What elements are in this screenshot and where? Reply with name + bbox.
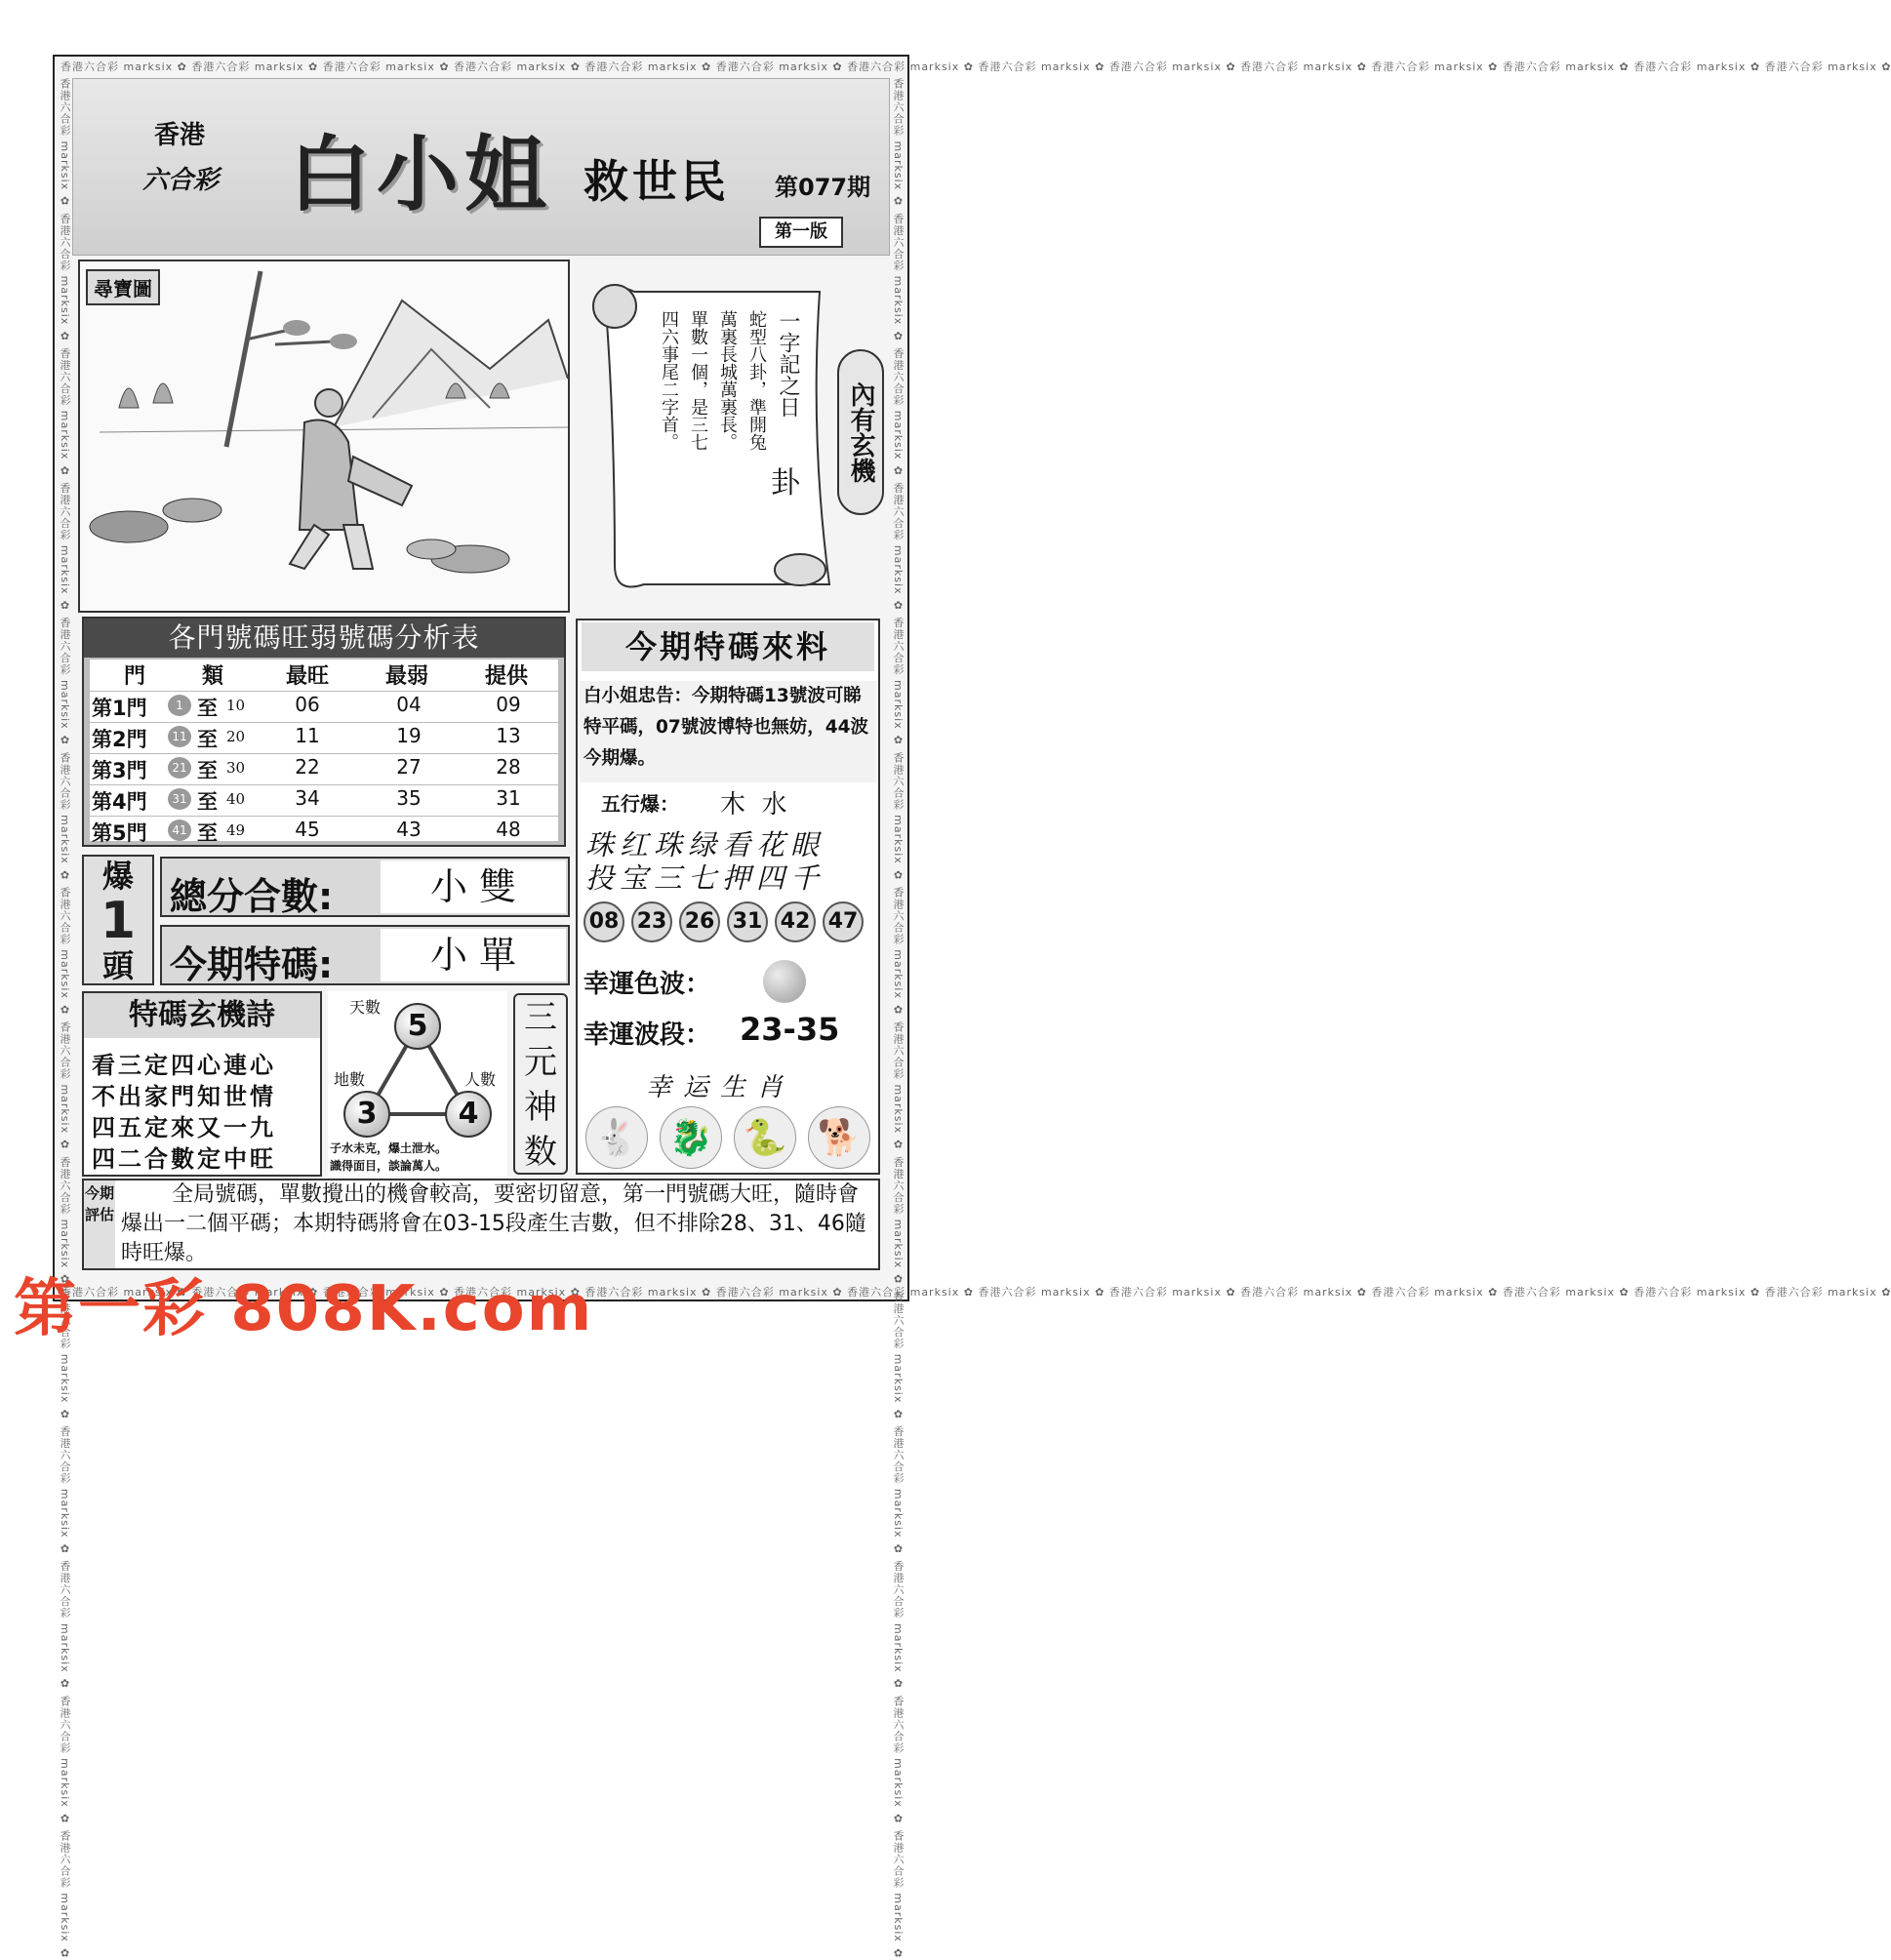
special-number-ball: 42	[775, 901, 816, 942]
special-number-ball: 31	[727, 901, 768, 942]
evaluation-label: 今期評估	[84, 1180, 115, 1268]
poem-line-3: 四五定來又一九	[92, 1114, 276, 1141]
analysis-header-1: 類	[201, 664, 223, 689]
scroll-col-4: 單數一個，是三七	[688, 310, 708, 451]
door-label: 第4門	[92, 790, 147, 814]
burst-row2-value: 小 單	[381, 929, 566, 981]
ren-ball: 4	[445, 1091, 492, 1138]
bottom-border-strip: 香港六合彩 marksix ✿ 香港六合彩 marksix ✿ 香港六合彩 marksix ✿ 香港六合彩 marksix ✿ 香港六合彩 marksix ✿ 香港六合彩 marksix ✿ 香港六合彩 marksix ✿ 香港六合彩 marksix ✿ 香港六合彩 marksix ✿ 香港六合彩 marksix ✿ 香港六合彩 marksix ✿ 香港六合彩 marksix ✿ 香港六合彩 marksix ✿ 香港六合彩 marksix ✿	[60, 1286, 1891, 1299]
best-number: 11	[295, 724, 320, 747]
range-to: 40	[226, 790, 246, 808]
tian-label: 天數	[349, 998, 382, 1017]
range-to: 20	[226, 728, 246, 745]
three-element-banner	[513, 993, 568, 1175]
weak-number: 19	[396, 724, 422, 747]
side-char-2: 元	[524, 1043, 557, 1082]
treasure-illustration	[80, 261, 568, 613]
lucky-range-value: 23-35	[740, 1011, 840, 1048]
range-to-label: 至	[197, 728, 218, 751]
zodiac-handwriting: 幸运生肖	[646, 1073, 795, 1102]
burst-row1-label: 總分合數:	[170, 875, 334, 918]
give-number: 48	[496, 818, 521, 841]
poem-title: 特碼玄機詩	[84, 993, 320, 1038]
left-border-strip: 香港六合彩 marksix ✿ 香港六合彩 marksix ✿ 香港六合彩 marksix ✿ 香港六合彩 marksix ✿ 香港六合彩 marksix ✿ 香港六合彩 marksix ✿ 香港六合彩 marksix ✿ 香港六合彩 marksix ✿ 香港六合彩 marksix ✿ 香港六合彩 marksix ✿ 香港六合彩 marksix ✿ 香港六合彩 marksix ✿ 香港六合彩 marksix ✿ 香港六合彩 marksix ✿	[59, 78, 71, 1960]
burst-char-3: 頭	[101, 947, 134, 984]
range-to-label: 至	[197, 759, 218, 782]
dragon-icon: 🐉	[660, 1106, 722, 1169]
diagram-note-1: 子水未克，爆土泄水。	[330, 1141, 448, 1155]
range-from-ball: 11	[168, 726, 191, 747]
evaluation-text: 全局號碼，單數攪出的機會較高，要密切留意，第一門號碼大旺，隨時會爆出一二個平碼；本期特碼將會在03-15段產生吉數，但不排除28、31、46隨時旺爆。	[121, 1182, 866, 1265]
best-number: 22	[295, 755, 320, 779]
burst-row1-value: 小 雙	[381, 860, 566, 913]
main-title: 白小姐	[289, 127, 553, 222]
give-number: 28	[496, 755, 521, 779]
site-watermark: 第一彩 808K.com	[14, 1273, 594, 1345]
right-border-strip: 香港六合彩 marksix ✿ 香港六合彩 marksix ✿ 香港六合彩 marksix ✿ 香港六合彩 marksix ✿ 香港六合彩 marksix ✿ 香港六合彩 marksix ✿ 香港六合彩 marksix ✿ 香港六合彩 marksix ✿ 香港六合彩 marksix ✿ 香港六合彩 marksix ✿ 香港六合彩 marksix ✿ 香港六合彩 marksix ✿ 香港六合彩 marksix ✿ 香港六合彩 marksix ✿	[892, 78, 905, 1960]
analysis-title: 各門號碼旺弱號碼分析表	[84, 619, 564, 658]
dog-icon: 🐕	[808, 1106, 870, 1169]
wuxing-value: 木 水	[720, 790, 787, 820]
snake-icon: 🐍	[734, 1106, 796, 1169]
give-number: 13	[496, 724, 521, 747]
burst-row-2	[160, 925, 570, 985]
special-title: 今期特碼來料	[582, 622, 874, 671]
scroll-col-5: 四六事尾二字首。	[659, 310, 679, 451]
edition-badge: 第一版	[759, 217, 843, 248]
scroll-text	[656, 310, 803, 554]
side-char-3: 神	[524, 1088, 557, 1127]
best-number: 34	[295, 786, 320, 810]
weak-number: 43	[396, 818, 422, 841]
side-char-1: 三	[524, 998, 557, 1037]
lucky-range-label: 幸運波段：	[583, 1020, 711, 1050]
special-number-ball: 08	[583, 901, 624, 942]
scroll-accent: 卦	[771, 466, 800, 500]
weak-number: 35	[396, 786, 422, 810]
special-advice: 白小姐忠告：今期特碼13號波可睇特平碼，07號波博特也無妨，44波今期爆。	[580, 681, 876, 782]
burst-row2-label: 今期特碼:	[170, 943, 334, 986]
range-from-ball: 1	[168, 695, 191, 716]
range-to-label: 至	[197, 697, 218, 720]
wuxing-label: 五行爆：	[601, 792, 679, 816]
poem-panel	[82, 991, 322, 1177]
range-from-ball: 41	[168, 820, 191, 841]
range-to: 10	[226, 697, 246, 714]
special-number-ball: 26	[679, 901, 720, 942]
door-label: 第3門	[92, 759, 147, 782]
range-to-label: 至	[197, 821, 218, 845]
lucky-color-label: 幸運色波：	[583, 970, 711, 999]
weak-number: 27	[396, 755, 422, 779]
range-to-label: 至	[197, 790, 218, 814]
scroll-col-3: 萬裏長城萬裏長。	[717, 310, 738, 451]
best-number: 45	[295, 818, 320, 841]
special-number-ball: 23	[631, 901, 672, 942]
best-number: 06	[295, 693, 320, 716]
diagram-note-2: 識得面目，談論萬人。	[330, 1159, 448, 1173]
burst-char-1: 爆	[101, 858, 134, 895]
poem-line-1: 看三定四心連心	[92, 1052, 276, 1079]
zodiac-row	[582, 1102, 874, 1171]
burst-row-1	[160, 857, 570, 917]
analysis-header-2: 最旺	[285, 664, 329, 689]
tian-ball: 5	[394, 1003, 441, 1050]
analysis-header-0: 門	[123, 664, 145, 689]
door-label: 第1門	[92, 697, 147, 720]
header-left-line1: 香港	[154, 121, 206, 150]
poem-line-2: 不出家門知世情	[92, 1083, 276, 1110]
side-char-4: 数	[524, 1133, 557, 1172]
treasure-picture-panel	[78, 260, 570, 613]
scroll-col-1: 一字記之日	[776, 310, 800, 418]
handwriting-line1: 珠红珠绿看花眼	[585, 828, 825, 861]
di-label: 地數	[334, 1070, 366, 1089]
top-border-strip: 香港六合彩 marksix ✿ 香港六合彩 marksix ✿ 香港六合彩 marksix ✿ 香港六合彩 marksix ✿ 香港六合彩 marksix ✿ 香港六合彩 marksix ✿ 香港六合彩 marksix ✿ 香港六合彩 marksix ✿ 香港六合彩 marksix ✿ 香港六合彩 marksix ✿ 香港六合彩 marksix ✿ 香港六合彩 marksix ✿ 香港六合彩 marksix ✿ 香港六合彩 marksix ✿	[60, 60, 1891, 73]
burst-char-2: 1	[100, 892, 137, 950]
door-label: 第2門	[92, 728, 147, 751]
lucky-color-ball	[763, 960, 806, 1003]
subtitle: 救世民	[583, 155, 730, 208]
scroll-col-2: 蛇型八卦，準開兔	[746, 310, 767, 451]
range-to: 30	[226, 759, 246, 777]
give-number: 09	[496, 693, 521, 716]
di-ball: 3	[343, 1091, 390, 1138]
range-from-ball: 31	[168, 788, 191, 810]
ren-label: 人數	[464, 1070, 497, 1089]
handwriting-line2: 投宝三七押四千	[585, 861, 825, 895]
give-number: 31	[496, 786, 521, 810]
analysis-header-4: 提供	[484, 664, 528, 689]
treasure-label: 尋寶圖	[86, 269, 160, 305]
door-label: 第5門	[92, 821, 147, 845]
mystery-badge: 內有玄機	[837, 349, 884, 515]
issue-number: 第077期	[775, 174, 871, 201]
burst-badge	[82, 855, 154, 985]
numbers-diagram	[328, 991, 507, 1177]
poem-line-4: 四二合數定中旺	[92, 1145, 276, 1173]
range-to: 49	[226, 821, 246, 839]
weak-number: 04	[396, 693, 422, 716]
rabbit-icon: 🐇	[585, 1106, 648, 1169]
header-left-line2: 六合彩	[142, 166, 220, 195]
analysis-header-3: 最弱	[384, 664, 428, 689]
special-number-ball: 47	[823, 901, 864, 942]
range-from-ball: 21	[168, 757, 191, 779]
riddle-scroll	[585, 277, 839, 599]
